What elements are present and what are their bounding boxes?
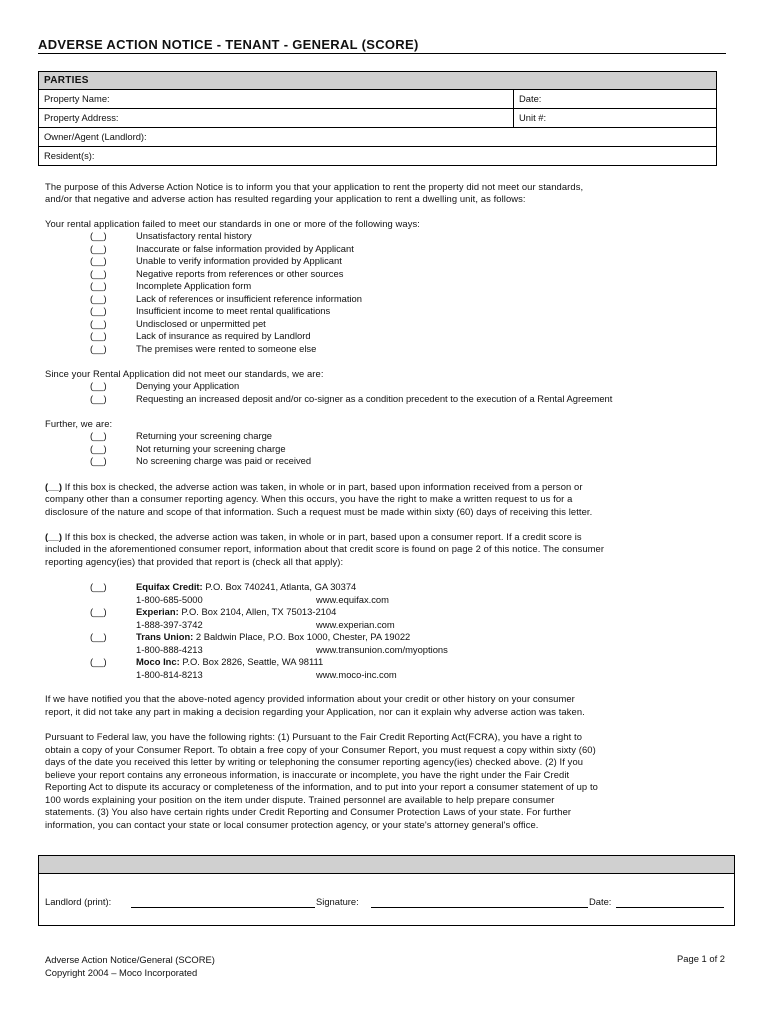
box1-checkbox[interactable]: (__) bbox=[45, 481, 63, 492]
box1-text-1: If this box is checked, the adverse action was taken, in whole or in part, based upon information received from a person or bbox=[62, 481, 583, 492]
agency-website-link[interactable]: www.moco-inc.com bbox=[316, 668, 397, 680]
owner-agent-field[interactable]: Owner/Agent (Landlord): bbox=[44, 131, 147, 142]
agency-website-link[interactable]: www.equifax.com bbox=[316, 593, 389, 605]
option-label: Not returning your screening charge bbox=[136, 442, 286, 454]
signature-section bbox=[38, 855, 735, 926]
option-label: Negative reports from references or other sources bbox=[136, 267, 344, 279]
landlord-print-label: Landlord (print): bbox=[45, 896, 112, 907]
agency-name: Trans Union: bbox=[136, 631, 194, 642]
agency-checkbox[interactable]: (__) bbox=[90, 606, 107, 617]
option-checkbox[interactable]: (__) bbox=[90, 255, 107, 266]
agency-checkbox[interactable]: (__) bbox=[90, 581, 107, 592]
agency-address: P.O. Box 740241, Atlanta, GA 30374 bbox=[202, 581, 357, 592]
federal-rights-line: believe your report contains any erroneous information, is inaccurate or incomplete, you have the right under the Fair Credit bbox=[45, 768, 570, 780]
option-checkbox[interactable]: (__) bbox=[90, 267, 107, 279]
agency-line bbox=[136, 606, 336, 619]
option-label: Lack of insurance as required by Landlord bbox=[136, 330, 311, 341]
agency-website-link[interactable]: www.transunion.com/myoptions bbox=[316, 643, 448, 655]
option-checkbox[interactable]: (__) bbox=[90, 292, 107, 304]
unit-field[interactable]: Unit #: bbox=[519, 112, 547, 123]
federal-rights-line: statements. (3) You also have certain rights under Credit Reporting and Consumer Protection Laws of your state. For further bbox=[45, 806, 572, 817]
option-label: Unsatisfactory rental history bbox=[136, 230, 252, 241]
agency-line bbox=[136, 631, 410, 644]
box2-line-3: reporting agency(ies) that provided that report is (check all that apply): bbox=[45, 556, 344, 567]
box2-checkbox[interactable]: (__) bbox=[45, 531, 63, 542]
box2-line-1 bbox=[45, 531, 725, 544]
footer-page-number: Page 1 of 2 bbox=[677, 953, 725, 964]
notified-line-2: report, it did not take any part in making a decision regarding your Application, nor can it explain why adverse action was taken. bbox=[45, 706, 585, 717]
option-label: Inaccurate or false information provided by Applicant bbox=[136, 242, 354, 254]
agency-name: Experian: bbox=[136, 606, 179, 617]
agency-line bbox=[136, 581, 356, 594]
option-label: Incomplete Application form bbox=[136, 280, 252, 291]
since-intro: Since your Rental Application did not meet our standards, we are: bbox=[45, 368, 324, 379]
option-label: Requesting an increased deposit and/or co-signer as a condition precedent to the execution of a Rental Agreement bbox=[136, 392, 613, 404]
agency-checkbox[interactable]: (__) bbox=[90, 656, 107, 667]
further-intro: Further, we are: bbox=[45, 418, 113, 429]
purpose-line-2: and/or that negative and adverse action has resulted regarding your application to rent a dwelling unit, as follows: bbox=[45, 193, 526, 204]
footer-left bbox=[45, 953, 215, 979]
box2-line-2: included in the aforementioned consumer report, information about that credit score is found on page 2 of this notice. The consumer bbox=[45, 543, 605, 554]
option-label: The premises were rented to someone else bbox=[136, 342, 317, 354]
parties-row-owner bbox=[39, 128, 716, 147]
document-title: ADVERSE ACTION NOTICE - TENANT - GENERAL (SCORE) bbox=[38, 37, 419, 52]
option-checkbox[interactable]: (__) bbox=[90, 230, 107, 241]
agency-name: Moco Inc: bbox=[136, 656, 180, 667]
footer-copyright: Copyright 2004 – Moco Incorporated bbox=[45, 967, 198, 978]
footer-form-name: Adverse Action Notice/General (SCORE) bbox=[45, 954, 215, 965]
option-label: Denying your Application bbox=[136, 380, 240, 391]
parties-header: PARTIES bbox=[39, 72, 716, 90]
option-checkbox[interactable]: (__) bbox=[90, 342, 107, 354]
notified-line-1: If we have notified you that the above-noted agency provided information about your credit or other history on your consumer bbox=[45, 693, 575, 704]
option-checkbox[interactable]: (__) bbox=[90, 280, 107, 291]
signature-date-line[interactable] bbox=[616, 907, 724, 908]
failed-intro: Your rental application failed to meet our standards in one or more of the following ways: bbox=[45, 218, 421, 229]
property-address-field[interactable]: Property Address: bbox=[39, 109, 514, 127]
purpose-line-1: The purpose of this Adverse Action Notice is to inform you that your application to rent the property did not meet our standards, bbox=[45, 181, 584, 192]
parties-row-property-name bbox=[39, 90, 716, 109]
agency-line bbox=[136, 656, 323, 669]
parties-section bbox=[38, 71, 717, 166]
agency-phone: 1-800-685-5000 bbox=[136, 593, 203, 605]
box1-line-2: company other than a consumer reporting agency. When this occurs, you have the right to make a written request to us for a bbox=[45, 493, 573, 504]
option-label: Returning your screening charge bbox=[136, 430, 273, 441]
option-label: Unable to verify information provided by Applicant bbox=[136, 255, 342, 266]
agency-address: P.O. Box 2104, Allen, TX 75013-2104 bbox=[178, 606, 337, 617]
agency-phone: 1-800-888-4213 bbox=[136, 643, 203, 655]
option-checkbox[interactable]: (__) bbox=[90, 392, 107, 404]
parties-row-residents bbox=[39, 147, 716, 165]
option-checkbox[interactable]: (__) bbox=[90, 330, 107, 341]
option-checkbox[interactable]: (__) bbox=[90, 305, 107, 316]
federal-rights-line: obtain a copy of your Consumer Report. To obtain a free copy of your Consumer Report, you must request a copy within sixty (60) bbox=[45, 743, 596, 755]
option-checkbox[interactable]: (__) bbox=[90, 455, 107, 466]
box2-text-1: If this box is checked, the adverse action was taken, in whole or in part, based upon a consumer report. If a credit score is bbox=[62, 531, 582, 542]
option-checkbox[interactable]: (__) bbox=[90, 242, 107, 254]
signature-label: Signature: bbox=[316, 896, 359, 907]
signature-header-bar bbox=[39, 856, 734, 874]
federal-rights-line: Pursuant to Federal law, you have the following rights: (1) Pursuant to the Fair Credit Reporting Act(FCRA), you have a right to bbox=[45, 731, 583, 742]
federal-rights-line: Reporting Act to dispute its accuracy or completeness of the information, and to put into your report a consumer statement of up to bbox=[45, 781, 598, 792]
landlord-print-line[interactable] bbox=[131, 907, 315, 908]
signature-line[interactable] bbox=[371, 907, 588, 908]
agency-checkbox[interactable]: (__) bbox=[90, 631, 107, 642]
option-checkbox[interactable]: (__) bbox=[90, 442, 107, 454]
box1-line-3: disclosure of the nature and scope of that information. Such a request must be made within sixty (60) days of receiving this letter. bbox=[45, 506, 593, 517]
federal-rights-line: 100 words explaining your position on the item under dispute. Trained personnel are available to help prepare consumer bbox=[45, 793, 555, 805]
signature-date-label: Date: bbox=[589, 896, 612, 907]
option-label: Undisclosed or unpermitted pet bbox=[136, 317, 266, 329]
residents-field[interactable]: Resident(s): bbox=[44, 150, 95, 161]
agency-address: 2 Baldwin Place, P.O. Box 1000, Chester, PA 19022 bbox=[193, 631, 411, 642]
agency-phone: 1-800-814-8213 bbox=[136, 668, 203, 680]
option-label: Lack of references or insufficient reference information bbox=[136, 292, 362, 304]
option-checkbox[interactable]: (__) bbox=[90, 380, 107, 391]
option-label: Insufficient income to meet rental qualifications bbox=[136, 305, 331, 316]
agency-phone: 1-888-397-3742 bbox=[136, 618, 203, 630]
option-checkbox[interactable]: (__) bbox=[90, 430, 107, 441]
federal-rights-line: information, you can contact your state or local consumer protection agency, or your state's attorney general's office. bbox=[45, 818, 539, 830]
option-checkbox[interactable]: (__) bbox=[90, 317, 107, 329]
option-label: No screening charge was paid or received bbox=[136, 455, 312, 466]
agency-address: P.O. Box 2826, Seattle, WA 98111 bbox=[179, 656, 324, 667]
date-field[interactable]: Date: bbox=[519, 93, 542, 104]
agency-website-link[interactable]: www.experian.com bbox=[316, 618, 395, 630]
title-divider bbox=[38, 53, 726, 54]
parties-row-property-address bbox=[39, 109, 716, 128]
agency-name: Equifax Credit: bbox=[136, 581, 203, 592]
box1-line-1 bbox=[45, 481, 725, 494]
federal-rights-line: days of the date you received this letter by writing or telephoning the consumer reporting agency(ies) checked above. (2) If you bbox=[45, 756, 584, 767]
property-name-field[interactable]: Property Name: bbox=[39, 90, 514, 108]
